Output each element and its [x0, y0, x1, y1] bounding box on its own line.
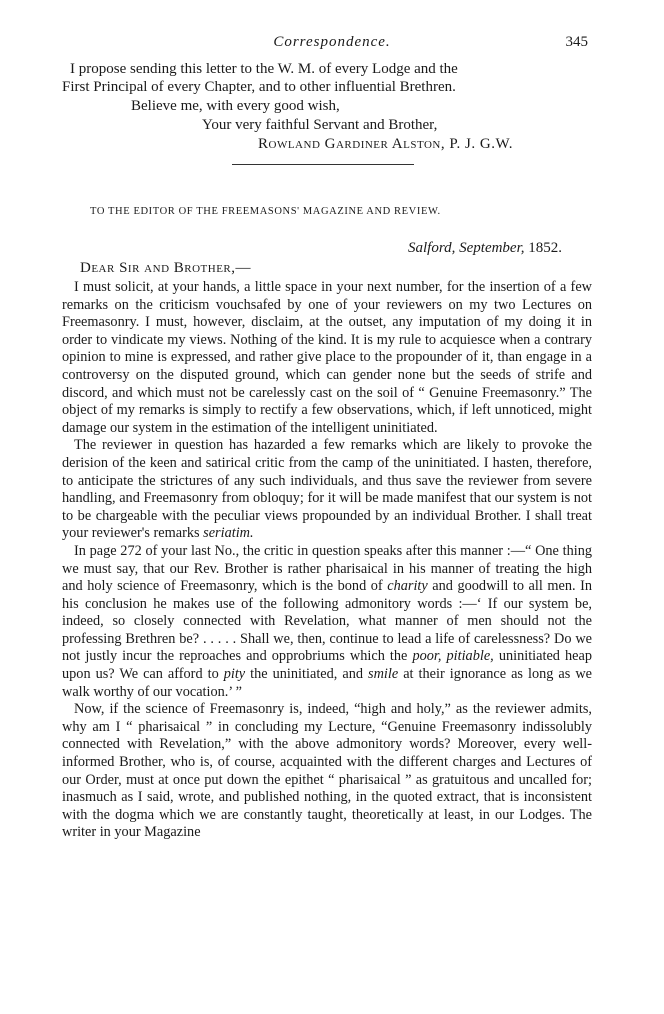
closing-line-1: I propose sending this letter to the W. M. of every Lodge and the [70, 61, 458, 77]
section-divider [232, 164, 414, 165]
paragraph-3-text-e: at their ignorance as long as we walk worthy of our vocation.’ ” [62, 666, 592, 700]
paragraph-2 [62, 437, 592, 543]
paragraph-3-italic-charity: charity [387, 578, 428, 595]
paragraph-3-text-a: In page 272 of your last No., the critic in question speaks after this manner :—“ One thing we must say, that our Rev. Brother is rather pharisaical in his manner of treating the high and holy science of Freemasonry, which is the bond of [62, 542, 592, 595]
valediction-servant: Your very faithful Servant and Brother, [202, 117, 438, 133]
paragraph-4: Now, if the science of Freemasonry is, indeed, “high and holy,” as the reviewer admits, why am I “ pharisaical ” in concluding my Lecture, “Genuine Freemasonry indissolubly connected with Revelation,” with the above admonitory words? Moreover, every well-informed Brother, who is, of course, acquainted with the different charges and Lectures of our Order, must at once put down the epithet “ pharisaical ” as gratuitous and uncalled for; inasmuch as I said, wrote, and published nothing, in the quoted extract, that is inconsistent with the dogma which we are constantly taught, theoretically at least, in our Lodges. The writer in your Magazine [62, 701, 592, 841]
paragraph-2-italic: seriatim. [203, 525, 254, 542]
paragraph-3-italic-poor: poor, pitiable, [412, 648, 494, 665]
paragraph-3-italic-smile: smile [368, 666, 399, 683]
paragraph-3-text-b: and goodwill to all men. In his conclusion he makes use of the following admonitory words :—‘ If our system be, indeed, so closely connected with Revelation, what manner of men should not the professing Brethren be? . . . . . Shall we, then, continue to lead a life of carelessness? Do we not justly incur the reproaches and opprobriums which the [62, 578, 592, 665]
paragraph-2-text: The reviewer in question has hazarded a few remarks which are likely to provoke the derision of the keen and satirical critic from the camp of the uninitiated. I hasten, therefore, to anticipate the strictures of any such individuals, and thus save the reviewer from severe handling, and Freemasonry from obloquy; for it will be made manifest that our system is not to be chargeable with the peculiar views propounded by an individual Brother. I shall treat your reviewer's remarks [62, 437, 592, 542]
paragraph-1: I must solicit, at your hands, a little space in your next number, for the insertion of a few remarks on the criticism vouchsafed by one of your reviewers on my two Lectures on Freemasonry. I must, however, disclaim, at the outset, any imputation of my doing it in order to vindicate my views. Nothing of the kind. It is my rule to acquiesce when a contrary opinion to mine is expressed, and rather give place to the propounder of it, than engage in a controversy on the disputed ground, which can gender none but the seeds of strife and discord, and which must not be carelessly cast on the soil of “ Genuine Freemasonry.” The object of my remarks is simply to rectify a few observations, which, if left unnoticed, might damage our system in the estimation of the intelligent uninitiated. [62, 279, 592, 436]
paragraph-3-text-c: uninitiated heap upon us? We can afford to [62, 648, 593, 683]
paragraph-3-italic-pity: pity [223, 666, 246, 683]
dateline-place: Salford, September, [408, 240, 525, 256]
signature: Rowland Gardiner Alston, P. J. G.W. [258, 136, 513, 152]
running-head [0, 34, 664, 56]
salutation: Dear Sir and Brother,— [80, 260, 252, 276]
dateline-year: 1852. [528, 240, 563, 256]
letter-body [62, 279, 592, 842]
closing-line-2: First Principal of every Chapter, and to other influential Brethren. [62, 79, 456, 95]
paragraph-3-text-d: the uninitiated, and [250, 666, 364, 683]
running-title: Correspondence. [273, 34, 391, 50]
dateline [408, 240, 562, 257]
page-number: 345 [565, 34, 588, 50]
paragraph-3 [62, 543, 592, 701]
valediction: Believe me, with every good wish, [131, 98, 340, 114]
letter-heading: TO THE EDITOR OF THE FREEMASONS' MAGAZINE AND REVIEW. [90, 206, 441, 217]
